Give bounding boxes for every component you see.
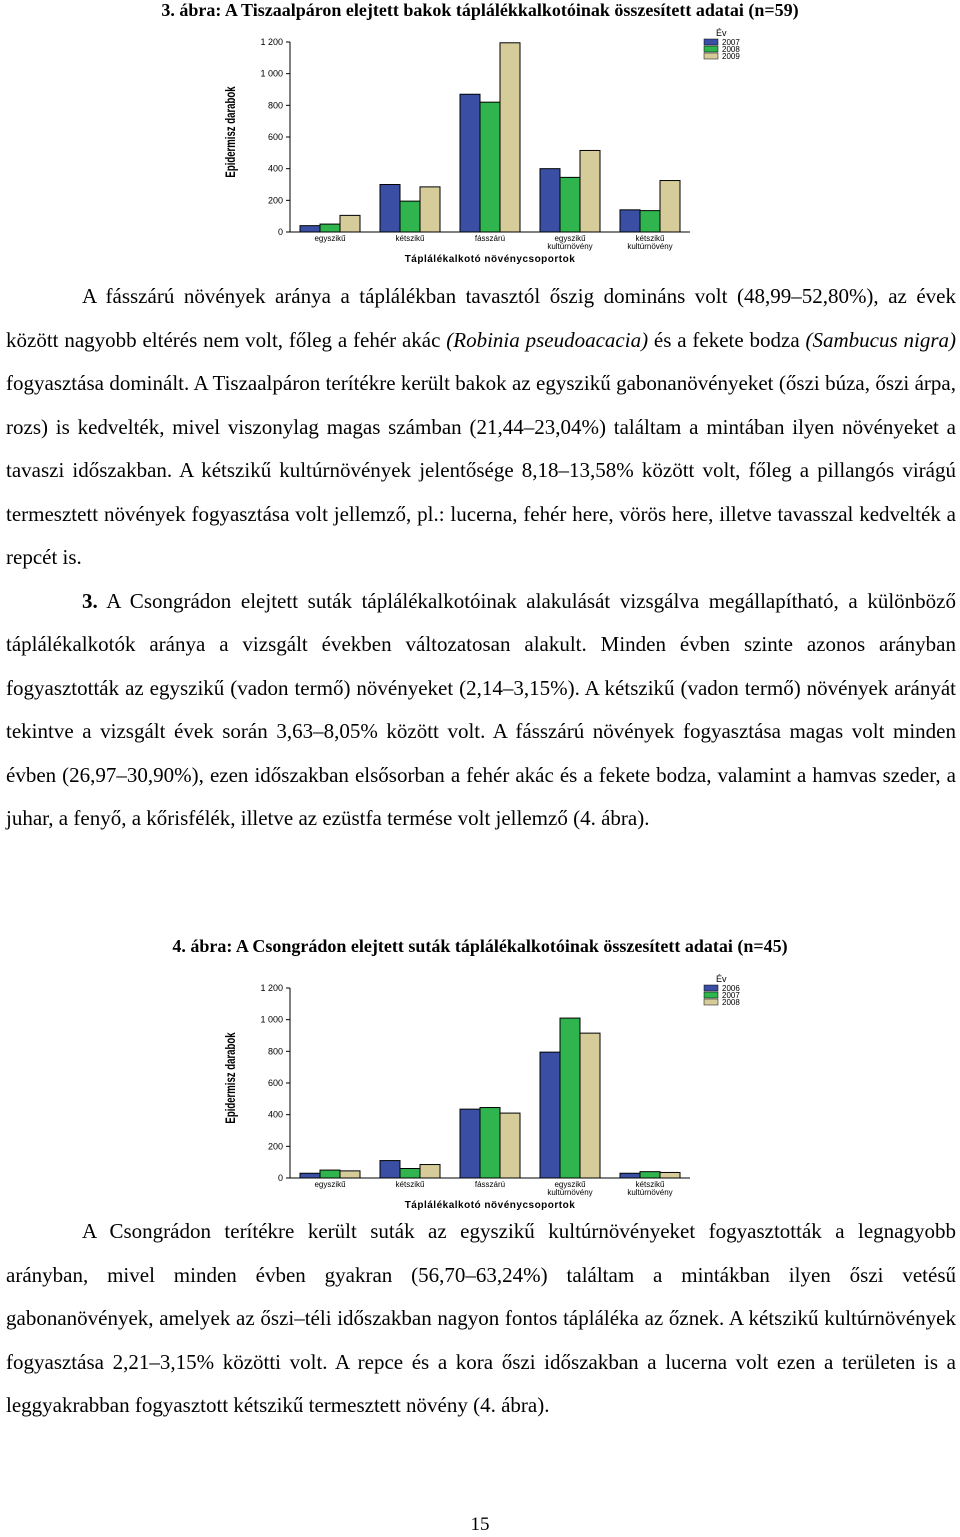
figure-3-svg <box>220 22 740 267</box>
fig3-legend-swatch <box>704 46 718 52</box>
paragraph-text: és a fekete bodza <box>648 327 806 352</box>
fig4-y-axis-label: Epidermisz darabok <box>222 1032 239 1124</box>
fig4-legend-swatch <box>704 992 718 998</box>
fig4-legend-swatch <box>704 999 718 1005</box>
fig4-bar-2007 <box>480 1108 500 1178</box>
fig4-bar-2006 <box>380 1161 400 1178</box>
fig4-y-tick-label: 200 <box>267 1141 283 1152</box>
page-number: 15 <box>470 1514 490 1535</box>
fig4-bar-2008 <box>340 1171 360 1178</box>
fig3-y-tick-label: 1 200 <box>260 37 283 47</box>
fig4-bar-2008 <box>660 1172 680 1178</box>
figure-4-svg <box>220 968 740 1213</box>
fig3-y-tick-label: 800 <box>267 100 283 111</box>
fig4-bar-2007 <box>320 1170 340 1178</box>
paragraph-fasszaru <box>6 275 956 580</box>
figure-4-caption: 4. ábra: A Csongrádon elejtett suták táplálékalkotóinak összesített adatai (n=45) <box>172 936 788 956</box>
fig4-legend-swatch <box>704 985 718 991</box>
fig3-legend-title: Év <box>716 28 727 38</box>
fig4-bar-2006 <box>460 1109 480 1178</box>
fig3-x-tick-label: kétszikű <box>395 234 425 243</box>
fig4-y-tick-label: 600 <box>267 1078 283 1088</box>
body-text-2 <box>6 1210 956 1428</box>
fig3-legend-label: 2008 <box>722 45 740 54</box>
fig4-bar-2007 <box>640 1172 660 1178</box>
paragraph-text: A Csongrádon elejtett suták táplálékalkotóinak alakulását vizsgálva megállapítható, a különböző táplálékalkotók aránya a vizsgált években változatosan alakult. Minden évben szinte azonos arányban fogyasztották az egyszikű (vadon termő) növényeket (2,14–3,15%). A kétszikű (vadon termő) növények arányát tekintve a vizsgált évek során 3,63–8,05% között volt. A fásszárú növények fogyasztása magas volt minden évben (26,97–30,90%), ezen időszakban elsősorban a fehér akác és a fekete bodza, valamint a hamvas szeder, a juhar, a fenyő, a kőrisfélék, illetve az ezüstfa termése volt jellemző (4. ábra). <box>6 588 956 830</box>
fig4-legend-label: 2007 <box>722 991 740 1000</box>
paragraph-text: A fásszárú növények aránya a táplálékban tavasztól őszig domináns volt (48,99–52,80%), az évek között nagyobb eltérés nem volt, főleg a fehér akác <box>6 284 956 352</box>
fig3-bar-2009 <box>660 181 680 232</box>
fig3-x-tick-label: fásszárú <box>474 234 506 243</box>
fig4-x-axis-label: Táplálékalkotó növénycsoportok <box>404 1200 576 1211</box>
section-number: 3. <box>82 588 98 613</box>
fig3-bar-2007 <box>380 185 400 233</box>
fig3-y-tick-label: 0 <box>277 227 283 237</box>
fig4-bar-2006 <box>300 1173 320 1178</box>
fig3-y-tick-label: 200 <box>267 195 283 206</box>
fig4-x-tick-label: kultúrnövény <box>547 1188 593 1197</box>
fig3-bar-2007 <box>460 94 480 232</box>
fig3-bar-2008 <box>640 211 660 232</box>
figure-3-caption: 3. ábra: A Tiszaalpáron elejtett bakok táplálékkalkotóinak összesített adatai (n=59) <box>161 0 799 20</box>
fig3-bar-2009 <box>420 187 440 232</box>
fig3-x-tick-label: egyszikű <box>314 234 346 243</box>
fig4-legend-label: 2008 <box>722 998 740 1007</box>
paragraph-text: fogyasztása dominált. A Tiszaalpáron terítékre került bakok az egyszikű gabonanövényeket (őszi búza, őszi árpa, rozs) is kedvelték, mivel viszonylag magas számban (21,44–23,04%) találtam a mintában ilyen növényeket a tavaszi időszakban. A kétszikű kultúrnövények jelentősége 8,18–13,58% között volt, főleg a pillangós virágú termesztett növények fogyasztása volt jellemző, pl.: lucerna, fehér here, vörös here, illetve tavasszal kedvelték a repcét is. <box>6 371 956 569</box>
fig3-bar-2007 <box>300 226 320 232</box>
fig4-x-tick-label: kultúrnövény <box>627 1188 673 1197</box>
fig3-bar-2008 <box>320 224 340 232</box>
paragraph-csongrad <box>6 580 956 841</box>
fig4-x-tick-label: egyszikű <box>314 1180 346 1189</box>
fig3-x-tick-label: kétszikű <box>635 234 665 243</box>
species-name-sambucus: (Sambucus nigra) <box>805 327 957 352</box>
fig4-bar-2007 <box>560 1018 580 1178</box>
fig4-bar-2008 <box>580 1033 600 1178</box>
fig4-bar-2006 <box>540 1052 560 1178</box>
fig3-bar-2008 <box>560 177 580 232</box>
fig3-bar-2007 <box>540 169 560 232</box>
fig4-y-tick-label: 800 <box>267 1046 283 1057</box>
fig4-x-tick-label: kétszikű <box>395 1180 425 1189</box>
fig4-x-tick-label: fásszárú <box>474 1180 506 1189</box>
figure-3-chart <box>220 22 740 267</box>
fig3-legend-label: 2009 <box>722 52 740 61</box>
fig3-y-axis-label: Epidermisz darabok <box>222 86 239 178</box>
fig3-legend-swatch <box>704 53 718 59</box>
fig3-legend-swatch <box>704 39 718 45</box>
fig4-legend-label: 2006 <box>722 984 740 993</box>
species-name-robinia: (Robinia pseudoacacia) <box>446 327 649 352</box>
fig4-bar-2008 <box>420 1165 440 1178</box>
fig3-bar-2009 <box>340 215 360 232</box>
fig3-bar-2007 <box>620 210 640 232</box>
fig3-y-tick-label: 600 <box>267 132 283 142</box>
fig4-x-tick-label: egyszikű <box>554 1180 586 1189</box>
fig3-bar-2009 <box>580 150 600 232</box>
fig3-x-tick-label: kultúrnövény <box>547 242 593 251</box>
figure-4-chart <box>220 968 740 1213</box>
body-text-1 <box>6 275 956 841</box>
fig3-bar-2008 <box>400 201 420 232</box>
fig3-legend-label: 2007 <box>722 38 740 47</box>
fig3-y-tick-label: 400 <box>267 163 283 174</box>
fig3-x-axis-label: Táplálékalkotó növénycsoportok <box>404 254 576 265</box>
fig4-x-tick-label: kétszikű <box>635 1180 665 1189</box>
fig3-bar-2008 <box>480 102 500 232</box>
fig4-bar-2006 <box>620 1173 640 1178</box>
fig4-y-tick-label: 1 200 <box>260 983 283 993</box>
fig3-bar-2009 <box>500 43 520 232</box>
fig4-bar-2008 <box>500 1113 520 1178</box>
fig4-legend-title: Év <box>716 974 727 984</box>
fig4-bar-2007 <box>400 1169 420 1179</box>
paragraph-suta: A Csongrádon terítékre került suták az egyszikű kultúrnövényeket fogyasztották a legnagyobb arányban, mivel minden évben gyakran (56,70–63,24%) találtam a mintákban ilyen őszi vetésű gabonanövények, amelyek az őszi–téli időszakban nagyon fontos tápláléka az őznek. A kétszikű kultúrnövények fogyasztása 2,21–3,15% közötti volt. A repce és a kora őszi időszakban a lucerna volt ezen a területen is a leggyakrabban fogyasztott kétszikű termesztett növény (4. ábra). <box>6 1219 956 1417</box>
fig3-x-tick-label: egyszikű <box>554 234 586 243</box>
fig4-y-tick-label: 1 000 <box>260 1014 283 1025</box>
fig3-y-tick-label: 1 000 <box>260 68 283 79</box>
fig3-x-tick-label: kultúrnövény <box>627 242 673 251</box>
fig4-y-tick-label: 400 <box>267 1109 283 1120</box>
fig4-y-tick-label: 0 <box>277 1173 283 1183</box>
